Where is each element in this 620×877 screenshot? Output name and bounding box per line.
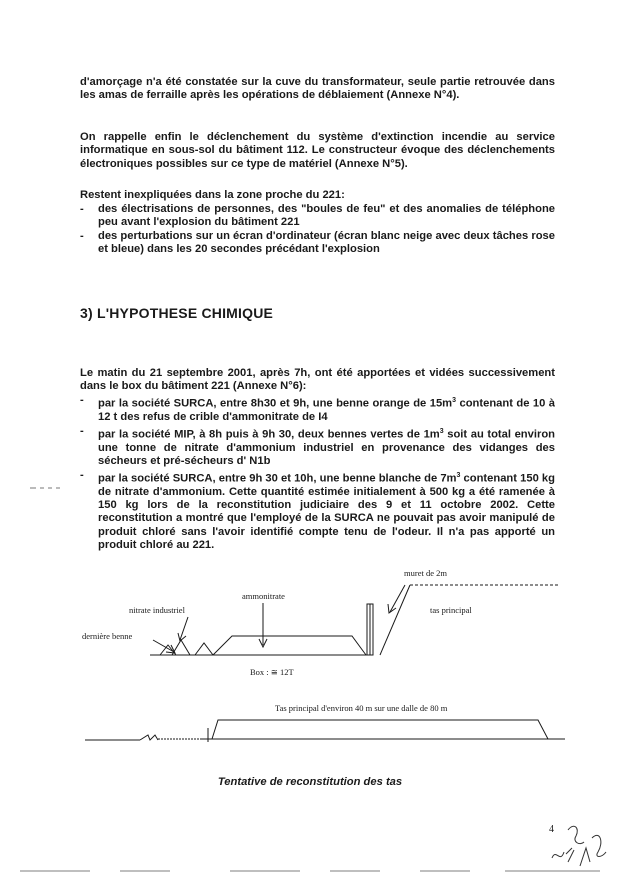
handwritten-initials (552, 826, 606, 866)
paragraph-matin: Le matin du 21 septembre 2001, après 7h, ont été apportées et vidées successivement dans le box du bâtiment 221 (Annexe N°6): (80, 367, 555, 393)
initials-stroke (580, 848, 590, 866)
list-item-text: par la société SURCA, entre 9h 30 et 10h, une benne blanche de 7m (98, 472, 457, 485)
paragraph-extinction: On rappelle enfin le déclenchement du système d'extinction incendie au service informatique en sous-sol du bâtiment 112. Le constructeur évoque des déclenchements électroniques possibles sur ce type de matériel (Annexe N°5). (80, 131, 555, 170)
label-nitrate-industriel: nitrate industriel (129, 605, 185, 615)
ammonitrate-pile (213, 636, 366, 655)
label-ammonitrate: ammonitrate (242, 591, 285, 601)
list-item: - des perturbations sur un écran d'ordinateur (écran blanc neige avec deux tâches rose et bleue) dans les 20 secondes précédant l'explosion (80, 229, 555, 256)
list-item: - par la société MIP, à 8h puis à 9h 30, deux bennes vertes de $1m^3$ soit au total environ une tonne de nitrate d'ammonium industriel en provenance des vidanges des sécheurs et pré-sécheurs d' N1b (80, 424, 555, 468)
initials-stroke (592, 835, 606, 856)
section-heading: 3) L'HYPOTHESE CHIMIQUE (80, 305, 274, 321)
list-item-text: par la société SURCA, entre 8h30 et 9h, une benne orange de 15m (98, 397, 453, 410)
superscript: 3 (456, 471, 461, 479)
list-item-text: contenant 150 kg de nitrate d'ammonium. Cette quantité estimée initialement à 500 kg a été ramenée à 150 kg lors de la reconstitution judiciaire des 9 et 11 octobre 2002. Cette reconstitution a montré que l'employé de la SURCA ne pouvait pas avoir manipulé de produit chloré sans l'avoir identifié compte tenu de l'odeur. Il n'a pas apporté un produit chloré au 221. (98, 472, 555, 552)
list-item-text: des perturbations sur un écran d'ordinateur (écran blanc neige avec deux tâches rose et bleue) dans les 20 secondes précédant l'explosion (98, 229, 555, 256)
list-item: - par la société SURCA, entre 9h 30 et 10h, une benne blanche de $7m^3$ contenant 150 kg de nitrate d'ammonium. Cette quantité estimée initialement à 500 kg a été ramenée à 150 kg lors de la reconstitution judiciaire des 9 et 11 octobre 2002. Cette reconstitution a montré que l'employé de la SURCA ne pouvait pas avoir manipulé de produit chloré sans l'avoir identifié compte tenu de l'odeur. Il n'a pas apporté un produit chloré au 221. (80, 468, 555, 552)
list-item-text: par la société MIP, à 8h puis à 9h 30, deux bennes vertes de 1m (98, 428, 440, 441)
muret-arrow (390, 585, 405, 612)
slab-section-drawing (85, 720, 565, 742)
diagram-caption: Tentative de reconstitution des tas (217, 776, 403, 788)
nitrate-industriel-pile (195, 643, 213, 655)
nitrate-industriel-arrow (180, 617, 188, 640)
label-tas-principal: tas principal (430, 605, 472, 615)
main-pile-outline (212, 720, 548, 739)
small-piles (140, 735, 158, 740)
list-item: - par la société SURCA, entre 8h30 et 9h, une benne orange de $15m^3$ contenant de 10 à 12 t des refus de crible d'ammonitrate de I4 (80, 394, 556, 424)
label-tas-dalle: Tas principal d'environ 40 m sur une dalle de 80 m (275, 703, 448, 713)
list-item-text: des électrisations de personnes, des "boules de feu" et des anomalies de téléphone peu avant l'explosion du bâtiment 221 (98, 203, 555, 229)
scan-artifacts (20, 488, 600, 871)
list-item-text: contenant de 10 à 12 t des refus de crible d'ammonitrate de I4 (98, 397, 556, 424)
initials-stroke (552, 848, 574, 862)
initials-stroke (568, 826, 584, 843)
paragraph-amorcage: d'amorçage n'a été constatée sur la cuve du transformateur, seule partie retrouvée dans les amas de ferraille après les opérations de déblaiement (Annexe N°4). (80, 76, 555, 102)
superscript: 3 (439, 427, 444, 435)
paragraph-inexpliquees: Restent inexpliquées dans la zone proche du 221: (80, 189, 345, 201)
list-item: - des électrisations de personnes, des "boules de feu" et des anomalies de téléphone peu avant l'explosion du bâtiment 221 (80, 203, 555, 229)
label-derniere-benne: dernière benne (82, 631, 133, 641)
label-box: Box : ≅ 12T (250, 667, 294, 677)
tas-principal-slope (380, 585, 410, 655)
label-muret: muret de 2m (404, 568, 447, 578)
page-number: 4 (549, 824, 554, 835)
box-section-drawing (150, 585, 560, 655)
superscript: 3 (452, 397, 457, 404)
list-item-text: soit au total environ une tonne de nitrate d'ammonium industriel en provenance des vidanges des sécheurs et pré-sécheurs d' N1b (98, 428, 555, 468)
